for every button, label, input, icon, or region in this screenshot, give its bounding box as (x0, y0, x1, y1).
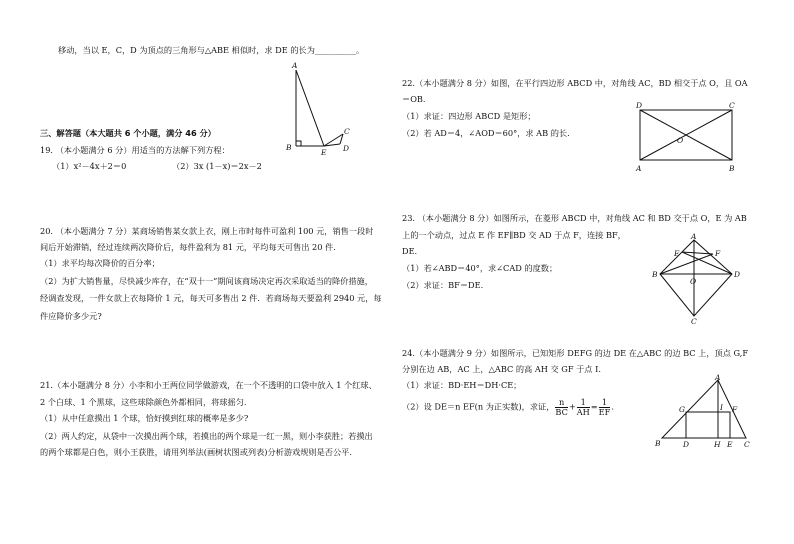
frac1-den: BC (555, 407, 568, 418)
fig-label-f: F (715, 249, 721, 258)
fig-label-d: D (683, 440, 690, 449)
q23-line1: 23. （本小题满分 8 分）如图所示，在菱形 ABCD 中，对角线 AC 和 BD 交于点 O，E 为 AB (402, 213, 747, 223)
q20-line5: 经调查发现，一件女款上衣每降价 1 元，每天可多售出 2 件．若商场每天要盈利 2940 元，每 (40, 293, 382, 303)
q21-line1: 21.（本小题满分 8 分）小李和小王两位同学做游戏，在一个不透明的口袋中放入 1 个红球、 (40, 380, 377, 390)
fig-rectangle-defg (686, 412, 730, 438)
q23-line2: 上的一个动点，过点 E 作 EF∥BD 交 AD 于点 F，连接 BF， (402, 230, 626, 240)
fig-label-e: E (674, 249, 680, 258)
q20-line3: （1）求平均每次降价的百分率； (40, 258, 160, 268)
fig-label-b: B (286, 143, 292, 152)
fig-ae-line (296, 70, 324, 146)
q21-line3: （1）从中任意摸出 1 个球，恰好摸到红球的概率是多少? (40, 413, 249, 423)
fig-label-a: A (691, 232, 697, 241)
fig-label-g: G (679, 405, 685, 414)
q18-tail-text: 移动，当以 E，C，D 为顶点的三角形与△ABE 相似时，求 DE 的长为__________。 (58, 45, 365, 55)
fig-ec-line (324, 134, 343, 146)
fig-label-e: E (321, 148, 327, 156)
fig-label-d: D (343, 144, 350, 153)
q24-line2: 分别在边 AB，AC 上，△ABC 的高 AH 交 GF 于点 I. (402, 364, 601, 374)
fig-label-a: A (636, 164, 642, 173)
figure-triangle-abe (282, 60, 362, 156)
q24-line4 (402, 398, 614, 417)
fig-label-d: D (734, 270, 741, 279)
fig-label-a: A (715, 373, 721, 382)
figure-rhombus-abcd (650, 232, 746, 324)
frac2-den: AH (576, 407, 590, 418)
fig-label-i: I (720, 403, 723, 412)
fig-label-o: O (690, 277, 697, 286)
fig-label-o: O (677, 136, 684, 145)
q20-line2: 间后开始滞销，经过连续两次降价后，每件盈利为 81 元，平均每天可售出 20 件. (40, 242, 336, 252)
fig-label-c: C (744, 440, 750, 449)
fig-label-h: H (714, 440, 721, 449)
q23-line4: （1）若∠ABD＝40°，求∠CAD 的度数； (402, 263, 558, 273)
q22-line2: ＝OB. (402, 94, 426, 104)
q20-line6: 件应降价多少元? (40, 311, 102, 321)
fig-label-a: A (292, 61, 298, 70)
fraction-1-over-ef (599, 398, 611, 417)
fig-label-c: C (691, 317, 697, 324)
fig-label-e: E (727, 440, 733, 449)
equals-sign: = (590, 401, 598, 412)
q24-part2-text: （2）设 DE＝n EF(n 为正实数)，求证， (402, 401, 555, 412)
fig-label-d: D (636, 101, 643, 110)
q20-line1: 20. （本小题满分 7 分）某商场销售某女款上衣，刚上市时每件可盈利 100 元，销售一段时 (40, 226, 374, 236)
q19-part2: （2）3x (1－x)＝2x－2 (172, 161, 262, 171)
fig-right-angle-b (296, 141, 301, 146)
q24-line1: 24.（本小题满分 9 分）如图所示，已知矩形 DEFG 的边 DE 在△ABC 的边 BC 上，顶点 G,F (402, 348, 749, 358)
q23-line5: （2）求证：BF＝DE. (402, 280, 484, 290)
section-3-heading: 三、解答题（本大题共 6 个小题，满分 46 分） (40, 128, 216, 138)
fraction-1-over-ah (577, 398, 590, 417)
period: . (611, 401, 614, 412)
fig-bf-line (660, 254, 713, 274)
fig-label-b: B (729, 164, 735, 173)
frac1-num: n (555, 398, 567, 408)
fraction-n-over-bc (555, 398, 567, 417)
q20-line4: （2）为扩大销售量，尽快减少库存，在“双十一”期间该商场决定再次采取适当的降价措施， (40, 276, 373, 286)
q22-line3: （1）求证：四边形 ABCD 是矩形； (402, 111, 536, 121)
q22-line1: 22.（本小题满分 8 分）如图，在平行四边形 ABCD 中，对角线 AC，BD 相交于点 O，且 OA (402, 78, 748, 88)
q21-line5: 的两个球都是白色，则小王获胜，请用列举法(画树状图或列表)分析游戏规则是否公平. (40, 447, 352, 457)
q21-line4: （2）两人约定，从袋中一次摸出两个球，若摸出的两个球是一红一黑，则小李获胜；若摸出 (40, 431, 373, 441)
frac2-num: 1 (577, 398, 590, 408)
frac3-num: 1 (599, 398, 611, 408)
figure-triangle-abc-rectangle-defg (650, 372, 756, 452)
fig-label-b: B (652, 270, 658, 279)
fig-label-b: B (655, 439, 661, 448)
fig-label-f: F (732, 405, 738, 414)
plus-sign: + (568, 401, 576, 412)
q19-stem: 19. （本小题满分 6 分）用适当的方法解下列方程： (40, 145, 230, 155)
figure-rectangle-abcd (628, 98, 744, 176)
q21-line2: 2 个白球、1 个黑球，这些球除颜色外都相同，将球摇匀. (40, 397, 247, 407)
frac3-den: EF (598, 407, 611, 418)
q19-part1: （1）x²－4x＋2＝0 (52, 161, 127, 171)
fig-label-c: C (344, 127, 350, 136)
q24-line3: （1）求证：BD·EH＝DH·CE； (402, 380, 522, 390)
fig-label-c: C (729, 101, 735, 110)
q22-line4: （2）若 AD＝4，∠AOD＝60°，求 AB 的长. (402, 128, 570, 138)
q23-line3: DE. (402, 246, 418, 256)
